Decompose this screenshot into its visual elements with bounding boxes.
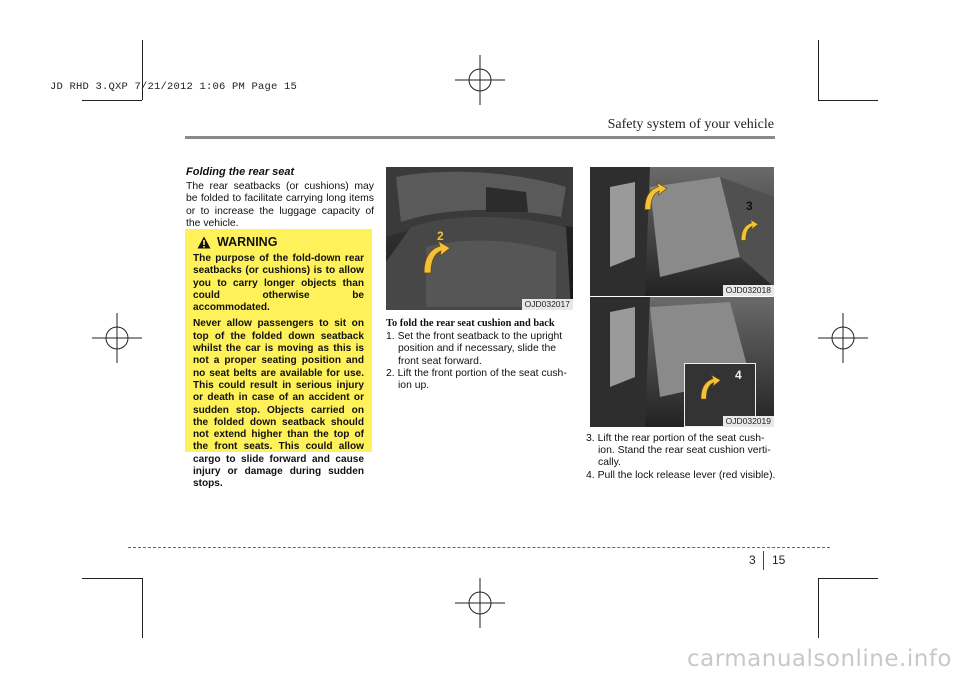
seat-illustration-1: [386, 167, 573, 310]
header-rule: [185, 136, 775, 139]
page-header-title: Safety system of your vehicle: [607, 117, 774, 132]
figure-seat-cushion-up: [590, 167, 774, 296]
arrow-icon: [638, 179, 672, 213]
watermark: carmanualsonline.info: [686, 646, 952, 672]
steps-title: To fold the rear seat cushion and back: [386, 318, 555, 329]
warning-box: [185, 229, 372, 490]
figure-caption: OJD032018: [723, 285, 774, 296]
crop-mark: [142, 578, 143, 638]
step-item: 2. Lift the front portion of the seat cush-ion up.: [386, 367, 567, 392]
crop-mark: [82, 100, 142, 101]
crop-mark: [818, 578, 819, 638]
print-slug: JD RHD 3.QXP 7/21/2012 1:06 PM Page 15: [50, 81, 298, 93]
registration-mark-left-icon: [92, 313, 142, 363]
figure-caption: OJD032017: [522, 299, 573, 310]
section-title: Folding the rear seat: [186, 166, 295, 178]
intro-column: [186, 166, 374, 231]
crop-mark: [818, 100, 878, 101]
warning-triangle-icon: [197, 236, 211, 249]
arrow-icon: [416, 237, 456, 277]
registration-mark-right-icon: [818, 313, 868, 363]
arrow-icon: [736, 215, 762, 245]
page-number: 15: [772, 553, 786, 567]
warning-header: [197, 236, 364, 249]
step-item: 4. Pull the lock release lever (red visible).: [586, 469, 776, 481]
steps-list-2: [586, 433, 776, 482]
warning-title: WARNING: [217, 235, 278, 250]
steps-list-1: [386, 331, 574, 392]
step-marker: 2: [437, 229, 444, 243]
figure-lock-release-lever: [590, 297, 774, 427]
intro-paragraph: The rear seatbacks (or cushions) may be folded to facilitate carrying long items or to increase the luggage capacity of the vehicle.: [186, 180, 374, 230]
registration-mark-top-icon: [455, 55, 505, 105]
steps-column-2: [586, 433, 776, 482]
step-item: 3. Lift the rear portion of the seat cush-ion. Stand the rear seat cushion verti-cally.: [586, 433, 771, 469]
crop-mark: [818, 40, 819, 100]
footer-rule: [128, 547, 830, 548]
warning-paragraph-1: The purpose of the fold-down rear seatbacks (or cushions) is to allow you to carry longer objects than could otherwise be accommodated.: [193, 253, 364, 314]
page-number-separator: [763, 551, 764, 570]
registration-mark-bottom-icon: [455, 578, 505, 628]
figure-caption: OJD032019: [723, 416, 774, 427]
step-marker: 4: [735, 368, 742, 382]
figure-rear-seat-cushion: [386, 167, 573, 310]
chapter-number: 3: [749, 553, 756, 567]
warning-paragraph-2: Never allow passengers to sit on top of the folded down seatback whilst the car is moving as this is not a proper seating position and no seat belts are available for use. This could result in serious injury or death in case of an accident or sudden stop. Objects carried on the folded down seatback should not extend higher than the top of the front seats. This could allow cargo to slide forward and cause injury or damage during sudden stops.: [193, 318, 364, 490]
arrow-icon: [695, 372, 725, 402]
step-marker: 3: [746, 199, 753, 213]
crop-mark: [82, 578, 142, 579]
crop-mark: [818, 578, 878, 579]
step-item: 1. Set the front seatback to the upright position and if necessary, slide the front seat forward.: [386, 331, 563, 367]
steps-column: [386, 318, 574, 392]
